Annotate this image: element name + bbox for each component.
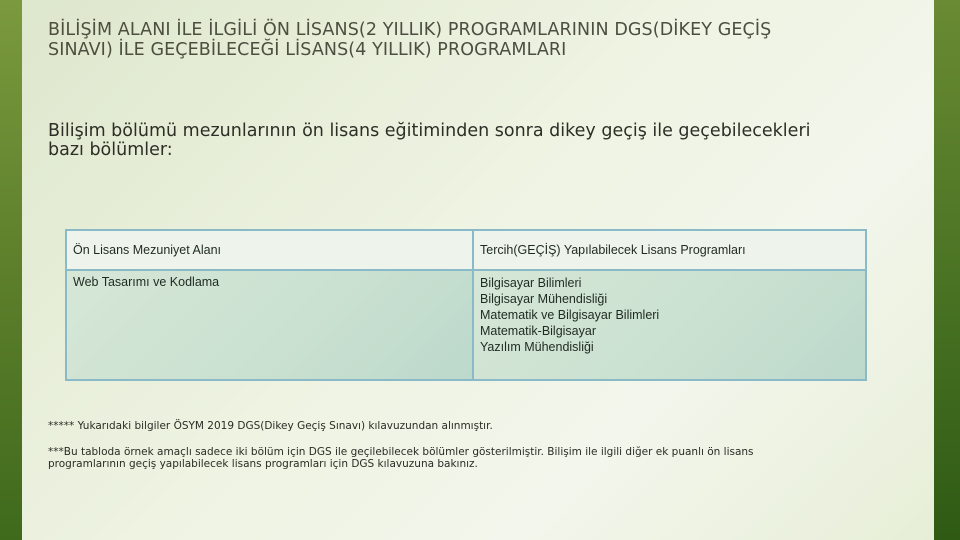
intro-text <box>48 122 908 160</box>
program-item: Bilgisayar Bilimleri <box>480 276 582 290</box>
program-item: Bilgisayar Mühendisliği <box>480 292 608 306</box>
intro-line-2: bazı bölümler: <box>48 140 173 160</box>
right-accent-bar <box>934 0 960 540</box>
table-row <box>66 270 866 380</box>
cell-graduation-field: Web Tasarımı ve Kodlama <box>66 270 473 380</box>
example-note-line-2: programlarının geçiş yapılabilecek lisans programları için DGS kılavuzuna bakınız. <box>48 458 478 470</box>
header-target-programs: Tercih(GEÇİŞ) Yapılabilecek Lisans Programları <box>473 230 866 270</box>
program-item: Matematik ve Bilgisayar Bilimleri <box>480 308 660 322</box>
source-note-text: ***** Yukarıdaki bilgiler ÖSYM 2019 DGS(Dikey Geçiş Sınavı) kılavuzundan alınmıştır. <box>48 420 493 432</box>
title-line-2: SINAVI) İLE GEÇEBİLECEĞİ LİSANS(4 YILLIK) PROGRAMLARI <box>48 40 567 60</box>
cell-target-programs <box>473 270 866 380</box>
left-accent-bar <box>0 0 22 540</box>
table-header-row <box>66 230 866 270</box>
programs-table <box>65 229 867 381</box>
program-item: Yazılım Mühendisliği <box>480 340 594 354</box>
header-graduation-field: Ön Lisans Mezuniyet Alanı <box>66 230 473 270</box>
slide-title <box>48 20 908 60</box>
intro-line-1: Bilişim bölümü mezunlarının ön lisans eğitiminden sonra dikey geçiş ile geçebilecekleri <box>48 121 811 141</box>
example-note-line-1: ***Bu tabloda örnek amaçlı sadece iki bölüm için DGS ile geçilebilecek bölümler gösterilmiştir. Bilişim ile ilgili diğer ek puanlı ön lisans <box>48 446 754 458</box>
example-note <box>48 446 908 470</box>
program-item: Matematik-Bilgisayar <box>480 324 597 338</box>
title-line-1: BİLİŞİM ALANI İLE İLGİLİ ÖN LİSANS(2 YILLIK) PROGRAMLARININ DGS(DİKEY GEÇİŞ <box>48 20 772 40</box>
source-note <box>48 420 908 432</box>
